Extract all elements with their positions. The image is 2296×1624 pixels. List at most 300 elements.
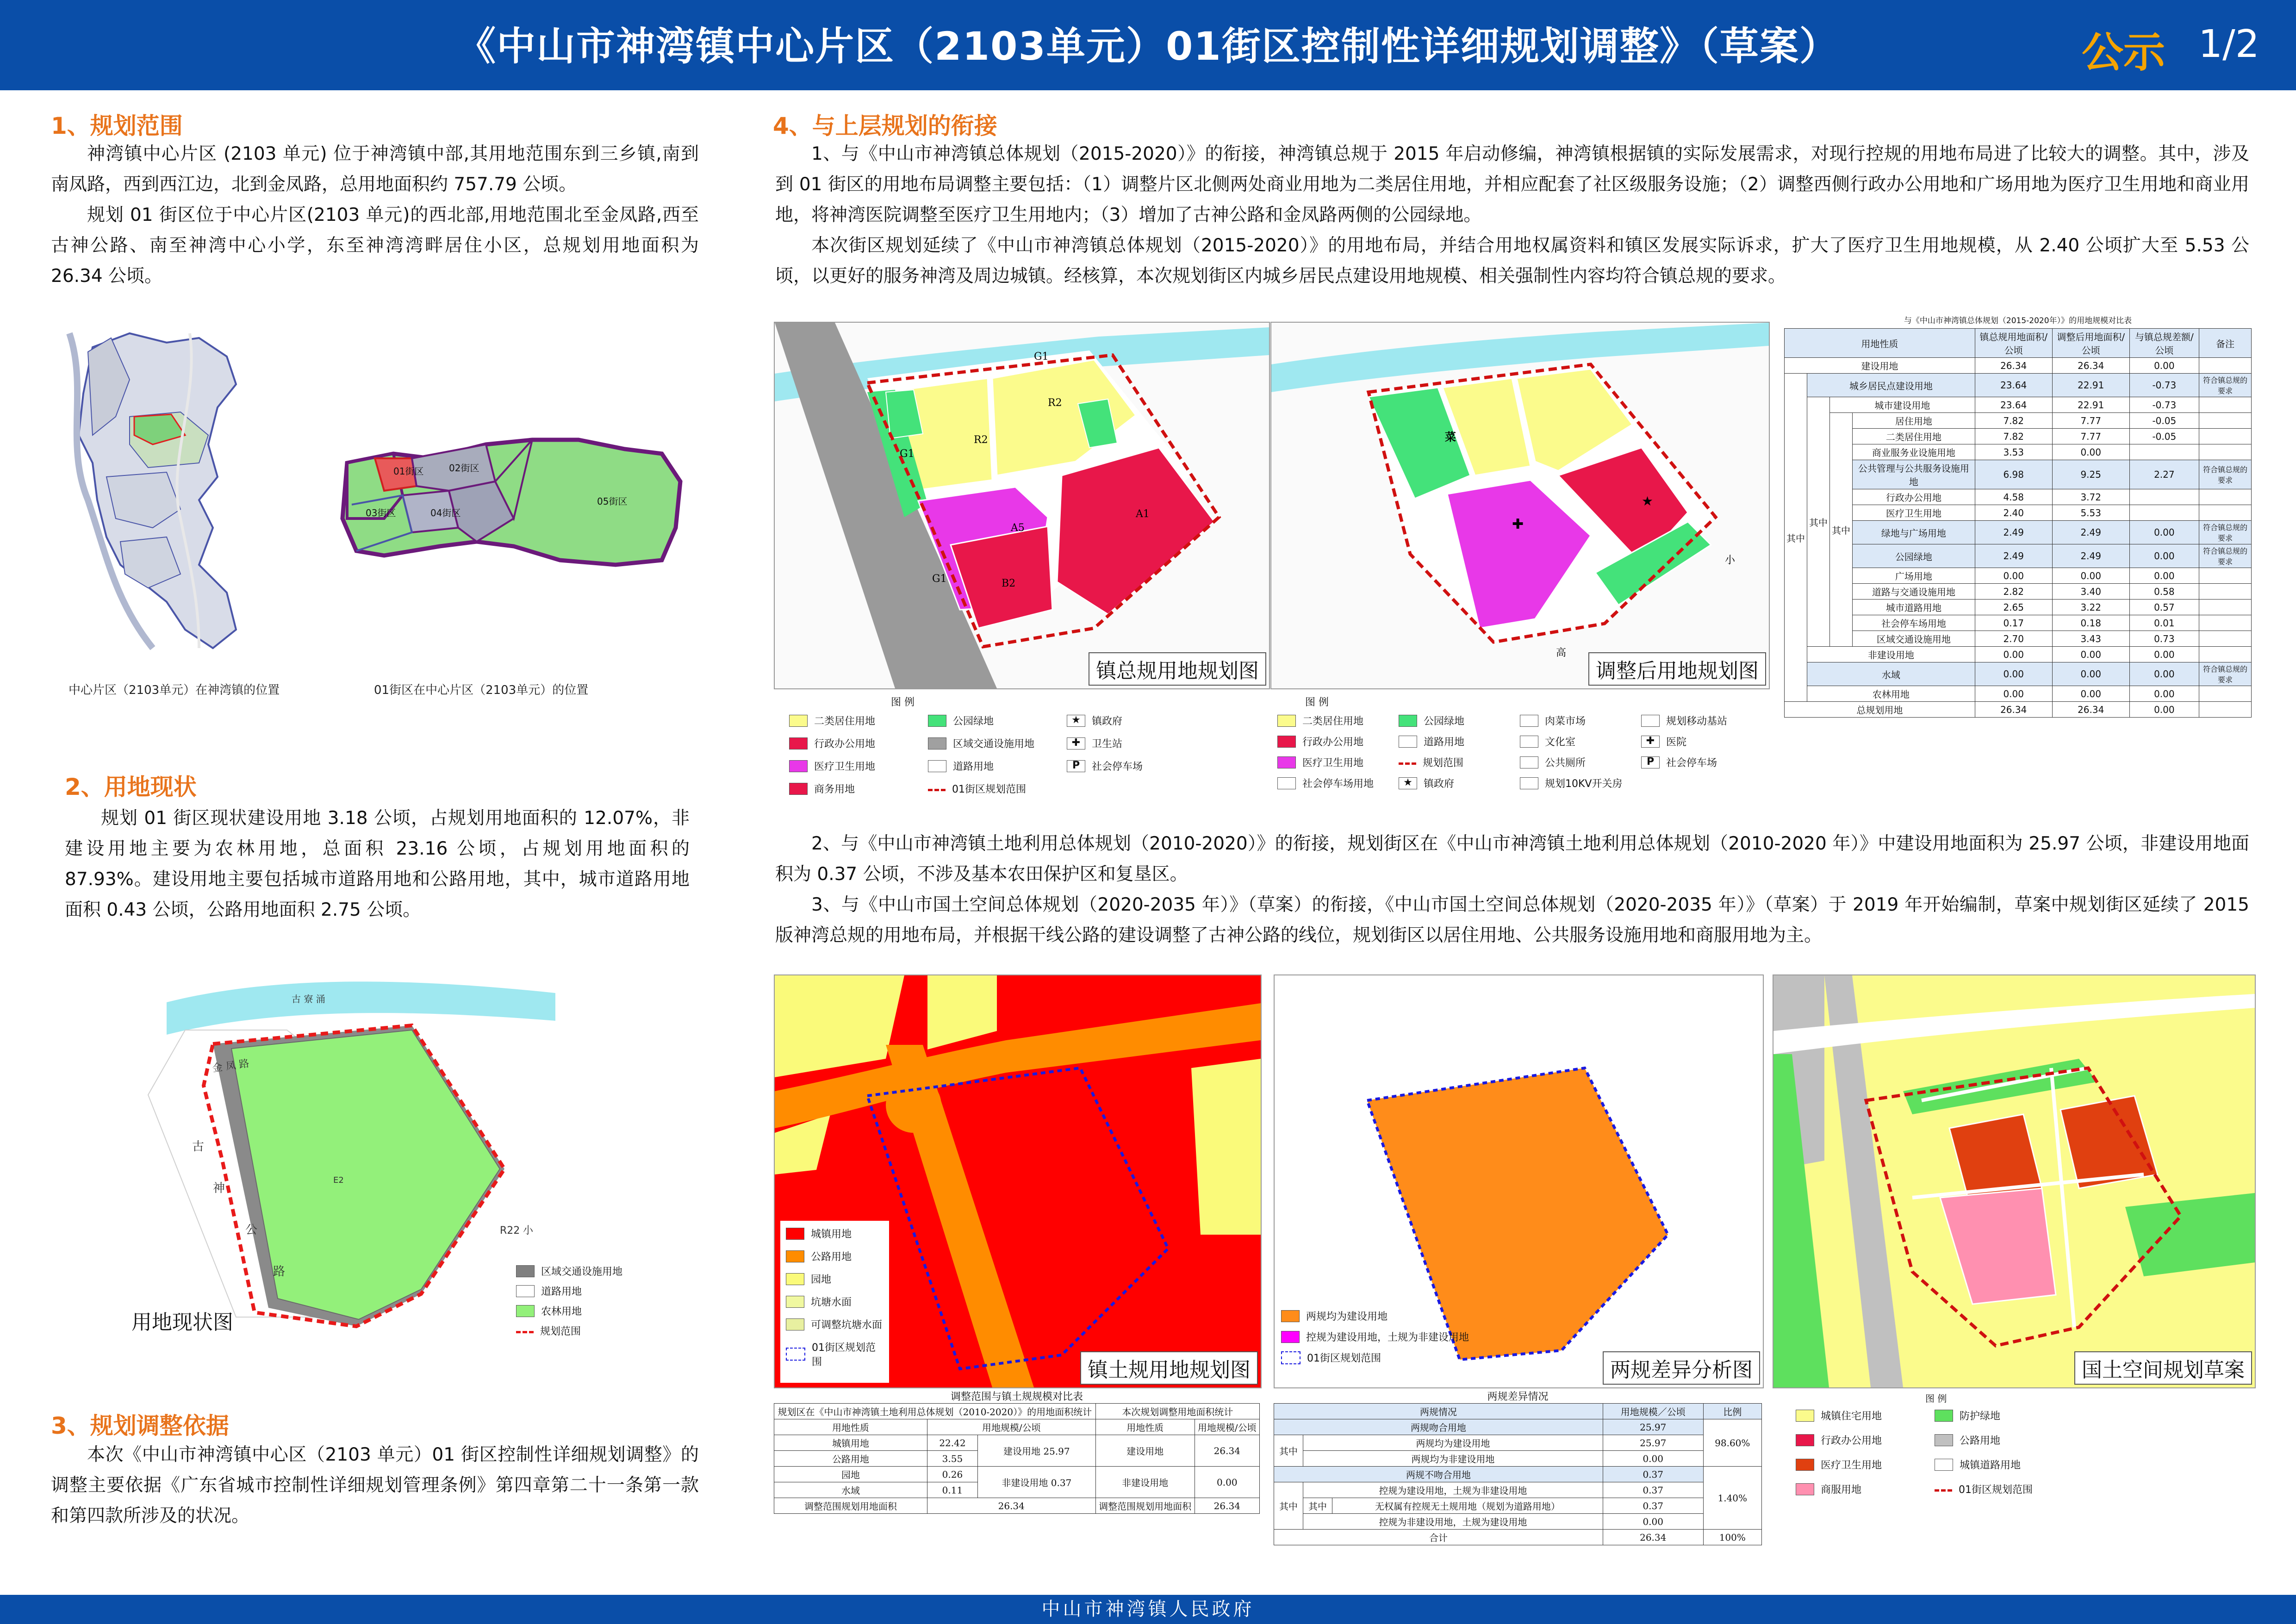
legend-item <box>1277 713 1399 728</box>
table-cell <box>2199 568 2251 584</box>
table-row <box>1785 505 2252 521</box>
table-cell: 0.37 <box>1603 1467 1703 1482</box>
toilet-icon <box>1520 756 1538 768</box>
master-plan-comparison-table-wrap <box>1784 314 2252 718</box>
legend-label: 城镇住宅用地 <box>1821 1411 1882 1422</box>
map-label-02: 02街区 <box>449 462 479 474</box>
table-cell: 7.77 <box>2052 413 2129 429</box>
table-cell: 3.43 <box>2052 631 2129 647</box>
table-row <box>774 1498 1260 1514</box>
legend-item <box>516 1284 622 1298</box>
legend-item <box>516 1324 622 1338</box>
table-cell: 道路与交通设施用地 <box>1853 584 1975 600</box>
legend-label: 公园绿地 <box>1424 716 1465 727</box>
table-cell-label: 非建设用地 <box>1002 1477 1048 1488</box>
table-cell: 26.34 <box>1975 358 2052 374</box>
table-row <box>1785 544 2252 568</box>
table-header-cell: 用地性质 <box>1095 1419 1195 1435</box>
table-cell: 商业服务业设施用地 <box>1853 444 1975 460</box>
unit-location-caption: 01街区在中心片区（2103单元）的位置 <box>374 683 589 697</box>
table-cell: 其中 <box>1807 397 1830 647</box>
parking-icon: P <box>1641 756 1660 768</box>
table-cell: 0.37 <box>1603 1498 1703 1514</box>
table-cell: 0.00 <box>2129 686 2199 702</box>
legend-item <box>1641 713 1762 728</box>
table-cell: 0.00 <box>1603 1514 1703 1530</box>
road-label-lu: 路 <box>273 1265 286 1279</box>
map-label-01: 01街区 <box>393 466 424 477</box>
legend-label: 镇政府 <box>1092 716 1123 727</box>
legend-label: 道路用地 <box>541 1286 582 1298</box>
section-4-text-top <box>775 139 2249 292</box>
legend-swatch <box>786 1228 804 1240</box>
table-cell: 公路用地 <box>774 1451 927 1467</box>
legend-label: 道路用地 <box>953 761 994 773</box>
table-cell <box>2199 615 2251 631</box>
school-label: 小 <box>1725 555 1736 566</box>
legend-heading: 图 例 <box>1925 1393 1947 1404</box>
market-icon <box>1520 715 1538 727</box>
land-use-plan-map <box>774 974 1262 1388</box>
legend-item <box>789 759 928 773</box>
table-cell: 绿地与广场用地 <box>1853 521 1975 544</box>
legend-label: 医疗卫生用地 <box>814 761 876 773</box>
table-cell <box>2199 584 2251 600</box>
legend-item <box>789 713 928 728</box>
legend-label: 医院 <box>1666 737 1687 748</box>
table-cell: 0.00 <box>1975 686 2052 702</box>
section-4-para-3: 2、与《中山市神湾镇土地利用总体规划（2010-2020）》的衔接，规划街区在《中山市神湾镇土地利用总体规划（2010-2020 年）》中建设用地面积为 25.97 公顷，非建设用地面积为 0.37 公顷，不涉及基本农田保护区和复垦区。 <box>775 833 2249 885</box>
legend-item <box>1520 776 1641 790</box>
table-row <box>774 1467 1260 1482</box>
table-cell: 22.42 <box>927 1435 977 1451</box>
legend-item <box>1399 755 1520 769</box>
current-land-use-map <box>139 974 579 1336</box>
section-2-title: 2、用地现状 <box>65 774 197 800</box>
legend-swatch <box>516 1265 535 1277</box>
table-header-cell: 用地性质 <box>1785 329 1975 358</box>
legend-label: 行政办公用地 <box>1821 1435 1882 1447</box>
table-cell: 0.17 <box>1975 615 2052 631</box>
river-label: 古 寮 涌 <box>292 993 325 1005</box>
map-label-05: 05街区 <box>597 496 628 507</box>
adjusted-plan-map-title: 调整后用地规划图 <box>1588 652 1766 686</box>
table-cell: 0.00 <box>2129 702 2199 718</box>
legend-label: 行政办公用地 <box>1302 737 1364 748</box>
table-cell: 0.00 <box>2129 647 2199 662</box>
antenna-icon <box>1641 715 1660 727</box>
section-4-para-1: 1、与《中山市神湾镇总体规划（2015-2020）》的衔接，神湾镇总规于 2015 年启动修编，神湾镇根据镇的实际发展需求，对现行控规的用地布局进了比较大的调整。其中，涉及到 01 街区的用地布局调整主要包括：（1）调整片区北侧两处商业用地为二类居住用地，并相应配套了社区级服务设施；（2）调整西侧行政办公用地和广场用地为医疗卫生用地和商业用地，将神湾医院调整至医疗卫生用地内；（3）增加了古神公路和金凤路两侧的公园绿地。 <box>775 144 2249 225</box>
table-cell <box>2199 631 2251 647</box>
table-cell: 社会停车场用地 <box>1853 615 1975 631</box>
territorial-plan-legend <box>1796 1391 2249 1496</box>
table-row <box>1785 521 2252 544</box>
table-cell: 2.27 <box>2129 460 2199 489</box>
legend-swatch <box>786 1250 804 1262</box>
legend-item <box>1641 734 1762 749</box>
table-row <box>1785 647 2252 662</box>
legend-item <box>1796 1457 1935 1472</box>
legend-item <box>1935 1433 2073 1447</box>
table-cell: -0.73 <box>2129 374 2199 397</box>
section-3-title: 3、规划调整依据 <box>51 1412 229 1439</box>
plot-label: A5 <box>1011 522 1025 534</box>
table-header-cell: 用地性质 <box>774 1419 927 1435</box>
table-cell: 农林用地 <box>1807 686 1975 702</box>
table-cell: 0.00 <box>2052 686 2129 702</box>
legend-item <box>1067 713 1206 728</box>
legend-label: 社会停车场 <box>1092 761 1143 773</box>
table-row <box>1785 686 2252 702</box>
table-cell: 0.00 <box>2129 544 2199 568</box>
table-row <box>1274 1451 1762 1467</box>
table-cell: 0.00 <box>1975 662 2052 686</box>
legend-swatch <box>1399 715 1417 727</box>
table-cell: -0.05 <box>2129 413 2199 429</box>
legend-label: 二类居住用地 <box>814 716 876 727</box>
table-row <box>1785 615 2252 631</box>
table-cell: 22.91 <box>2052 397 2129 413</box>
table-cell: 0.00 <box>1195 1467 1259 1498</box>
legend-item <box>1281 1309 1469 1323</box>
legend-label: 01街区规划范围 <box>1307 1353 1381 1364</box>
table-cell: 3.53 <box>1975 444 2052 460</box>
table-title: 两规差异情况 <box>1487 1391 1549 1403</box>
table-cell: 0.18 <box>2052 615 2129 631</box>
legend-item <box>928 759 1067 773</box>
table-header-cell: 用地规模／公顷 <box>1603 1404 1703 1419</box>
table-row <box>1785 568 2252 584</box>
table-cell: 园地 <box>774 1467 927 1482</box>
table-cell: 城市道路用地 <box>1853 600 1975 615</box>
table-cell: 7.82 <box>1975 413 2052 429</box>
legend-item <box>786 1272 884 1286</box>
legend-swatch <box>1935 1410 1953 1422</box>
table-row <box>1274 1530 1762 1545</box>
table-row <box>1274 1419 1762 1435</box>
table-header-cell: 与镇总规差额/公顷 <box>2129 329 2199 358</box>
legend-swatch <box>1796 1483 1814 1495</box>
table-header-cell: 两规情况 <box>1274 1404 1603 1419</box>
legend-item <box>1935 1408 2073 1423</box>
plot-label: G1 <box>900 448 915 460</box>
plot-label: R2 <box>1048 397 1062 409</box>
legend-item <box>1277 755 1399 769</box>
table-row <box>774 1435 1260 1451</box>
difference-analysis-map-title: 两规差异分析图 <box>1603 1351 1760 1385</box>
legend-item <box>789 781 928 796</box>
legend-item <box>786 1226 884 1241</box>
section-1-para-1: 神湾镇中心片区 (2103 单元) 位于神湾镇中部,其用地范围东到三乡镇,南到南凤路，西到西江边，北到金凤路，总用地面积约 757.79 公顷。 <box>51 144 699 195</box>
legend-swatch <box>1796 1410 1814 1422</box>
table-cell: 两规均为非建设用地 <box>1303 1451 1603 1467</box>
legend-label: 规划移动基站 <box>1666 716 1728 727</box>
legend-label: 规划范围 <box>540 1326 581 1337</box>
legend-swatch <box>1935 1489 1952 1492</box>
difference-analysis-legend <box>1281 1309 1469 1365</box>
table-cell <box>2199 600 2251 615</box>
table-cell: 0.26 <box>927 1467 977 1482</box>
legend-label: 防护绿地 <box>1960 1411 2001 1422</box>
legend-label: 商务用地 <box>814 784 855 795</box>
legend-swatch <box>928 737 946 750</box>
table-row <box>1274 1482 1762 1498</box>
legend-label: 二类居住用地 <box>1302 716 1364 727</box>
legend-label: 社会停车场用地 <box>1302 778 1374 790</box>
table-cell: 0.00 <box>2052 662 2129 686</box>
legend-swatch <box>1935 1459 1953 1471</box>
section-4-title: 4、与上层规划的衔接 <box>773 112 997 139</box>
legend-label: 两规均为建设用地 <box>1306 1311 1388 1323</box>
table-cell: 水域 <box>1807 662 1975 686</box>
table-cell: 0.01 <box>2129 615 2199 631</box>
legend-label: 公路用地 <box>811 1251 852 1263</box>
page-number: 1/2 <box>2198 22 2259 66</box>
legend-label: 公共厕所 <box>1545 757 1586 769</box>
table-cell: 0.00 <box>2052 568 2129 584</box>
table-cell: 合计 <box>1274 1530 1603 1545</box>
legend-label: 园地 <box>811 1274 832 1286</box>
section-3-text <box>51 1440 699 1531</box>
table-header-cell: 备注 <box>2199 329 2251 358</box>
legend-item <box>516 1264 622 1278</box>
table-cell: 0.00 <box>1603 1451 1703 1467</box>
table-header-cell: 规划区在《中山市神湾镇土地利用总体规划（2010-2020）》的用地面积统计 <box>774 1404 1096 1419</box>
table-cell: 其中 <box>1303 1498 1332 1514</box>
table-cell: 2.49 <box>2052 544 2129 568</box>
table-cell <box>2129 489 2199 505</box>
table-cell: 22.91 <box>2052 374 2129 397</box>
adjusted-plan-legend <box>1277 694 1768 790</box>
table-cell: 7.82 <box>1975 429 2052 444</box>
master-plan-comparison-table <box>1784 328 2252 718</box>
parking-icon: P <box>1067 760 1085 772</box>
table-title: 与《中山市神湾镇总体规划（2015-2020年）》的用地规模对比表 <box>1904 316 2132 325</box>
table-row <box>1785 429 2252 444</box>
table-cell-value: 0.37 <box>1051 1477 1072 1488</box>
legend-label: 医疗卫生用地 <box>1302 757 1364 769</box>
legend-label: 规划10KV开关房 <box>1545 778 1623 790</box>
table-cell: 26.34 <box>2052 358 2129 374</box>
legend-label: 可调整坑塘水面 <box>811 1319 883 1331</box>
legend-swatch <box>1277 777 1296 789</box>
table-cell: 23.64 <box>1975 374 2052 397</box>
unit-location-map <box>338 426 690 574</box>
legend-label: 社会停车场 <box>1666 757 1717 769</box>
table-cell: 符合镇总规的要求 <box>2199 544 2251 568</box>
legend-item <box>1520 734 1641 749</box>
table-cell <box>2129 444 2199 460</box>
legend-heading: 图 例 <box>1305 697 1329 708</box>
table-cell: 9.25 <box>2052 460 2129 489</box>
legend-item <box>1399 734 1520 749</box>
land-use-comparison-table <box>774 1403 1260 1514</box>
table-header-cell: 本次规划调整用地面积统计 <box>1095 1404 1259 1419</box>
legend-item <box>928 781 1067 796</box>
table-cell: 25.97 <box>1603 1435 1703 1451</box>
legend-swatch <box>789 715 808 727</box>
cross-icon: ✚ <box>1067 737 1085 750</box>
legend-label: 医疗卫生用地 <box>1821 1460 1882 1471</box>
star-icon: ★ <box>1067 715 1085 727</box>
master-plan-map <box>774 322 1270 689</box>
table-cell <box>2199 413 2251 429</box>
legend-swatch <box>786 1273 804 1285</box>
table-cell-value: 25.97 <box>1043 1446 1070 1457</box>
territorial-plan-map-title: 国土空间规划草案 <box>2074 1351 2252 1385</box>
legend-item <box>1399 713 1520 728</box>
legend-label: 区域交通设施用地 <box>953 738 1035 750</box>
legend-item <box>786 1294 884 1309</box>
plot-label: B2 <box>1002 578 1016 589</box>
current-land-use-legend <box>516 1264 622 1338</box>
legend-item <box>1796 1433 1935 1447</box>
section-1-para-2: 规划 01 街区位于中心片区(2103 单元)的西北部,用地范围北至金凤路,西至古神公路、南至神湾中心小学，东至神湾湾畔居住小区，总规划用地面积为 26.34 公顷。 <box>51 205 699 287</box>
table-cell <box>2199 429 2251 444</box>
table-row <box>1274 1467 1762 1482</box>
table-cell: 6.98 <box>1975 460 2052 489</box>
road-label-r22: R22 <box>500 1225 520 1237</box>
legend-swatch <box>1281 1310 1300 1322</box>
table-row <box>1785 662 2252 686</box>
plot-label: G1 <box>1034 351 1049 362</box>
section-1-text <box>51 139 699 292</box>
table-cell: 0.00 <box>2129 662 2199 686</box>
legend-swatch <box>1935 1434 1953 1446</box>
legend-item <box>786 1340 884 1368</box>
legend-grid <box>789 713 1252 796</box>
legend-item <box>516 1304 622 1318</box>
table-cell: 25.97 <box>1603 1419 1703 1435</box>
table-title: 调整范围与镇土规规模对比表 <box>950 1391 1083 1403</box>
table-header-cell: 比例 <box>1703 1404 1761 1419</box>
adjusted-plan-map <box>1270 322 1770 689</box>
table-cell: 0.58 <box>2129 584 2199 600</box>
map-label-03: 03街区 <box>366 507 396 518</box>
table-cell: 26.34 <box>927 1498 1095 1514</box>
table-header-cell: 用地规模/公顷 <box>1195 1419 1259 1435</box>
legend-swatch <box>928 789 946 791</box>
land-use-plan-map-title: 镇土规用地规划图 <box>1080 1351 1258 1385</box>
legend-heading: 图 例 <box>891 697 915 708</box>
table-cell: 3.40 <box>2052 584 2129 600</box>
table-row <box>1274 1498 1762 1514</box>
road-label-gu: 古 <box>192 1140 205 1154</box>
table-cell: 5.53 <box>2052 505 2129 521</box>
table-row <box>1785 444 2252 460</box>
table-cell: 建设用地 <box>1095 1435 1195 1467</box>
table-cell: 1.40% <box>1703 1467 1761 1530</box>
plot-label-e2: E2 <box>333 1175 344 1185</box>
table-cell: 7.77 <box>2052 429 2129 444</box>
table-cell: 2.49 <box>1975 521 2052 544</box>
high-school-label: 高 <box>1556 647 1567 659</box>
market-icon-label: 菜 <box>1445 431 1456 443</box>
legend-item <box>1281 1350 1469 1365</box>
table-cell <box>2199 647 2251 662</box>
footer-bar: 中山市神湾镇人民政府 <box>0 1595 2296 1624</box>
table-cell: -0.73 <box>2129 397 2199 413</box>
public-notice-badge: 公示 <box>2082 28 2165 77</box>
table-cell: 两规不吻合用地 <box>1274 1467 1603 1482</box>
table-cell: 0.00 <box>2129 358 2199 374</box>
difference-table-wrap <box>1274 1389 1762 1545</box>
table-cell: 2.49 <box>2052 521 2129 544</box>
table-cell: 符合镇总规的要求 <box>2199 521 2251 544</box>
town-location-caption: 中心片区（2103单元）在神湾镇的位置 <box>68 683 280 697</box>
table-cell: 2.40 <box>1975 505 2052 521</box>
table-cell: 2.65 <box>1975 600 2052 615</box>
legend-swatch <box>789 783 808 795</box>
legend-swatch <box>1277 736 1296 748</box>
table-cell: 0.73 <box>2129 631 2199 647</box>
table-cell: 其中 <box>1785 374 1807 702</box>
difference-table <box>1274 1403 1762 1545</box>
table-cell: 0.00 <box>2052 444 2129 460</box>
table-row <box>1274 1435 1762 1451</box>
hospital-icon: ✚ <box>1512 516 1524 532</box>
table-header-row <box>774 1404 1260 1419</box>
legend-item <box>1399 776 1520 790</box>
land-use-comparison-table-wrap <box>774 1389 1260 1514</box>
plot-label: A1 <box>1136 508 1150 520</box>
section-1-title: 1、规划范围 <box>51 112 183 139</box>
legend-label: 01街区规划范围 <box>812 1342 876 1368</box>
table-cell: 无权属有控规无土规用地（规划为道路用地） <box>1332 1498 1603 1514</box>
table-cell <box>2199 702 2251 718</box>
table-cell: 0.00 <box>2052 647 2129 662</box>
legend-swatch <box>789 737 808 750</box>
table-header-cell: 用地规模/公顷 <box>927 1419 1095 1435</box>
table-header-row <box>1785 329 2252 358</box>
legend-swatch <box>1399 736 1417 748</box>
table-cell: 二类居住用地 <box>1853 429 1975 444</box>
legend-item <box>1277 734 1399 749</box>
table-cell: 两规吻合用地 <box>1274 1419 1603 1435</box>
master-plan-legend <box>789 694 1252 796</box>
table-cell: 控规为非建设用地，土规为建设用地 <box>1303 1514 1603 1530</box>
table-header-row <box>1274 1404 1762 1419</box>
table-cell <box>978 1467 1096 1498</box>
legend-item <box>1796 1408 1935 1423</box>
legend-item <box>1067 759 1206 773</box>
table-row <box>1785 397 2252 413</box>
table-row <box>1785 702 2252 718</box>
table-cell <box>2199 489 2251 505</box>
table-cell: 公共管理与公共服务设施用地 <box>1853 460 1975 489</box>
legend-swatch <box>786 1348 805 1361</box>
legend-label: 城镇用地 <box>811 1229 852 1240</box>
legend-item <box>1935 1457 2073 1472</box>
table-cell: 0.37 <box>1603 1482 1703 1498</box>
government-icon: ★ <box>1642 493 1654 509</box>
table-cell: 0.11 <box>927 1482 977 1498</box>
table-cell: 控规为建设用地，土规为非建设用地 <box>1303 1482 1603 1498</box>
road-label-shen: 神 <box>213 1181 225 1195</box>
table-cell: 0.57 <box>2129 600 2199 615</box>
legend-label: 控规为建设用地，土规为非建设用地 <box>1306 1332 1469 1343</box>
table-cell: 居住用地 <box>1853 413 1975 429</box>
current-land-use-title: 用地现状图 <box>131 1311 233 1334</box>
table-row <box>1785 631 2252 647</box>
legend-label: 公路用地 <box>1960 1435 2001 1447</box>
table-cell: 4.58 <box>1975 489 2052 505</box>
legend-item <box>786 1249 884 1263</box>
legend-item <box>1277 776 1399 790</box>
table-cell: 2.70 <box>1975 631 2052 647</box>
legend-item <box>928 713 1067 728</box>
table-cell: 0.00 <box>2129 568 2199 584</box>
